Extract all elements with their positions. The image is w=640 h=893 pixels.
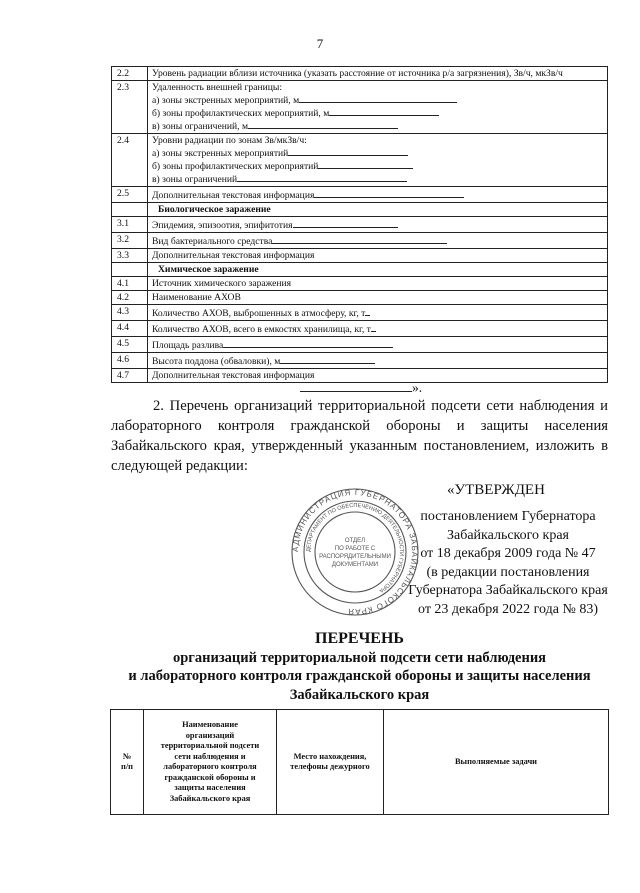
row-content [148,353,608,369]
row-line [152,172,603,185]
section-title: Биологическое заражение [148,203,608,217]
row-number: 4.5 [112,337,148,353]
row-line [152,82,603,93]
stamp-center-line: ОТДЕЛ [344,538,366,544]
row-content [148,67,608,81]
approved-title: «УТВЕРЖДЕН [447,482,545,498]
stamp-center-line: ПО РАБОТЕ С [334,546,376,552]
row-line-text: Площадь разлива [152,340,224,351]
row-line-text: Вид бактериального средства [152,236,273,247]
row-line-text: Дополнительная текстовая информация [152,370,315,381]
row-number: 2.5 [112,187,148,203]
blank-underline [371,322,376,332]
row-content [148,321,608,337]
row-number: 2.3 [112,81,148,134]
row-line-text: Количество АХОВ, всего в емкостях хранилища, кг, т [152,324,371,335]
blank-underline [299,93,457,103]
table-row [112,187,608,203]
row-content [148,277,608,291]
row-line-text: Эпидемия, эпизоотия, эпифитотия [152,220,293,231]
row-line-text: Дополнительная текстовая информация [152,250,315,261]
heading-line: организаций территориальной подсети сети наблюдения [172,649,547,666]
approved-line: (в редакции постановления [426,564,590,580]
table-row [112,353,608,369]
row-number: 4.6 [112,353,148,369]
table-row [112,217,608,233]
row-line [152,306,603,319]
closing-line [300,380,422,396]
stamp-center-line: ДОКУМЕНТАМИ [331,562,379,568]
office-stamp [290,487,420,617]
row-content [148,249,608,263]
row-content [148,337,608,353]
row-number: 4.2 [112,291,148,305]
blank-underline [272,234,447,244]
row-line [152,159,603,172]
approved-line: Забайкальского края [446,527,569,543]
row-line [152,218,603,231]
row-line [152,250,603,261]
row-number: 3.2 [112,233,148,249]
blank-underline [329,106,439,116]
stamp-outer-text: АДМИНИСТРАЦИЯ ГУБЕРНАТОРА ЗАБАЙКАЛЬСКОГО КРАЯ [290,487,420,617]
row-number: 4.1 [112,277,148,291]
organizations-table [110,709,609,815]
heading-line: и лабораторного контроля гражданской обороны и защиты населения [128,668,591,684]
row-content [148,81,608,134]
section-number-cell [112,263,148,277]
row-content [148,233,608,249]
row-line-text: Высота поддона (обваловки), м [152,356,281,367]
section-title: Химическое заражение [148,263,608,277]
row-content [148,187,608,203]
row-line [152,119,603,132]
blank-underline [314,188,464,198]
row-line-text: а) зоны экстренных мероприятий [152,148,289,159]
row-number: 2.2 [112,67,148,81]
row-number: 3.1 [112,217,148,233]
row-line [152,68,603,79]
approved-block [398,508,618,619]
heading-line: Забайкальского края [289,686,430,703]
row-line-text: б) зоны профилактических мероприятий [152,161,319,172]
form-fields-table [111,66,608,383]
blank-underline [237,172,407,182]
row-line [152,338,603,351]
paragraph-text: 2. Перечень организаций территориальной подсети сети наблюдения и лабораторного контроля гражданской обороны и защиты населения Забайкальского края, утвержденный указанным постановлением, изложить в следующей редакции: [111,398,608,474]
table-row [112,305,608,321]
row-line [152,135,603,146]
row-number: 4.3 [112,305,148,321]
row-number: 3.3 [112,249,148,263]
row-content [148,305,608,321]
table-row [112,81,608,134]
row-content [148,217,608,233]
table-row [112,249,608,263]
row-line [152,278,603,289]
page-number: 7 [316,36,324,51]
blank-underline [248,119,398,129]
table-row [112,263,608,277]
row-line-text: Уровни радиации по зонам Зв/мкЗв/ч: [152,135,307,146]
list-heading [111,630,608,704]
approved-line: от 18 декабря 2009 года № 47 [420,546,596,561]
table-row [112,321,608,337]
row-line [152,188,603,201]
row-number: 4.4 [112,321,148,337]
blank-underline [293,218,398,228]
stamp-inner-text: ДЕПАРТАМЕНТ ПО ОБЕСПЕЧЕНИЮ ДЕЯТЕЛЬНОСТИ ГУБЕРНАТОРА [305,502,405,594]
row-line [152,93,603,106]
table-row [112,291,608,305]
table-row [112,134,608,187]
row-line-text: а) зоны экстренных мероприятий, м [152,95,300,106]
closing-underline [300,380,412,392]
table-row [112,233,608,249]
header-tasks: Выполняемые задачи [384,710,609,815]
table-row [112,67,608,81]
header-organization: Наименование организаций территориальной подсети сети наблюдения и лабораторного контроля гражданской обороны и защиты населения Забайкальского края [144,710,277,815]
row-line-text: Источник химического заражения [152,278,292,289]
table-row [112,277,608,291]
approved-line: от 23 декабря 2022 года № 83) [418,601,598,617]
row-line [152,354,603,367]
blank-underline [280,354,375,364]
row-line-text: в) зоны ограничений, м [152,121,249,132]
blank-underline [223,338,393,348]
approved-line: постановлением Губернатора [420,509,596,524]
blank-underline [365,306,370,316]
row-line-text: Удаленность внешней границы: [152,82,282,93]
table-row [112,337,608,353]
approved-line: Губернатора Забайкальского края [408,583,608,598]
row-line [152,292,603,303]
row-line-text: Дополнительная текстовая информация [152,190,315,201]
row-line-text: Наименование АХОВ [152,292,241,303]
table-row [112,203,608,217]
row-line-text: в) зоны ограничений [152,174,238,185]
row-line [152,234,603,247]
row-number: 2.4 [112,134,148,187]
amendment-paragraph [111,396,608,476]
blank-underline [318,159,413,169]
header-number: № п/п [111,710,144,815]
closing-mark: ». [412,380,423,395]
row-line [152,106,603,119]
section-number-cell [112,203,148,217]
row-number: 4.7 [112,369,148,383]
header-location: Место нахождения, телефоны дежурного [277,710,384,815]
blank-underline [288,146,408,156]
row-content [148,291,608,305]
stamp-center-line: РАСПОРЯДИТЕЛЬНЫМИ [319,554,391,560]
row-line [152,146,603,159]
row-line-text: Уровень радиации вблизи источника (указать расстояние от источника р/а загрязнения), Зв/ч, мкЗв/ч [152,68,563,79]
row-line-text: Количество АХОВ, выброшенных в атмосферу, кг, т [152,308,366,319]
row-line [152,322,603,335]
heading-title: ПЕРЕЧЕНЬ [315,630,404,647]
row-line-text: б) зоны профилактических мероприятий, м [152,108,330,119]
row-content [148,134,608,187]
